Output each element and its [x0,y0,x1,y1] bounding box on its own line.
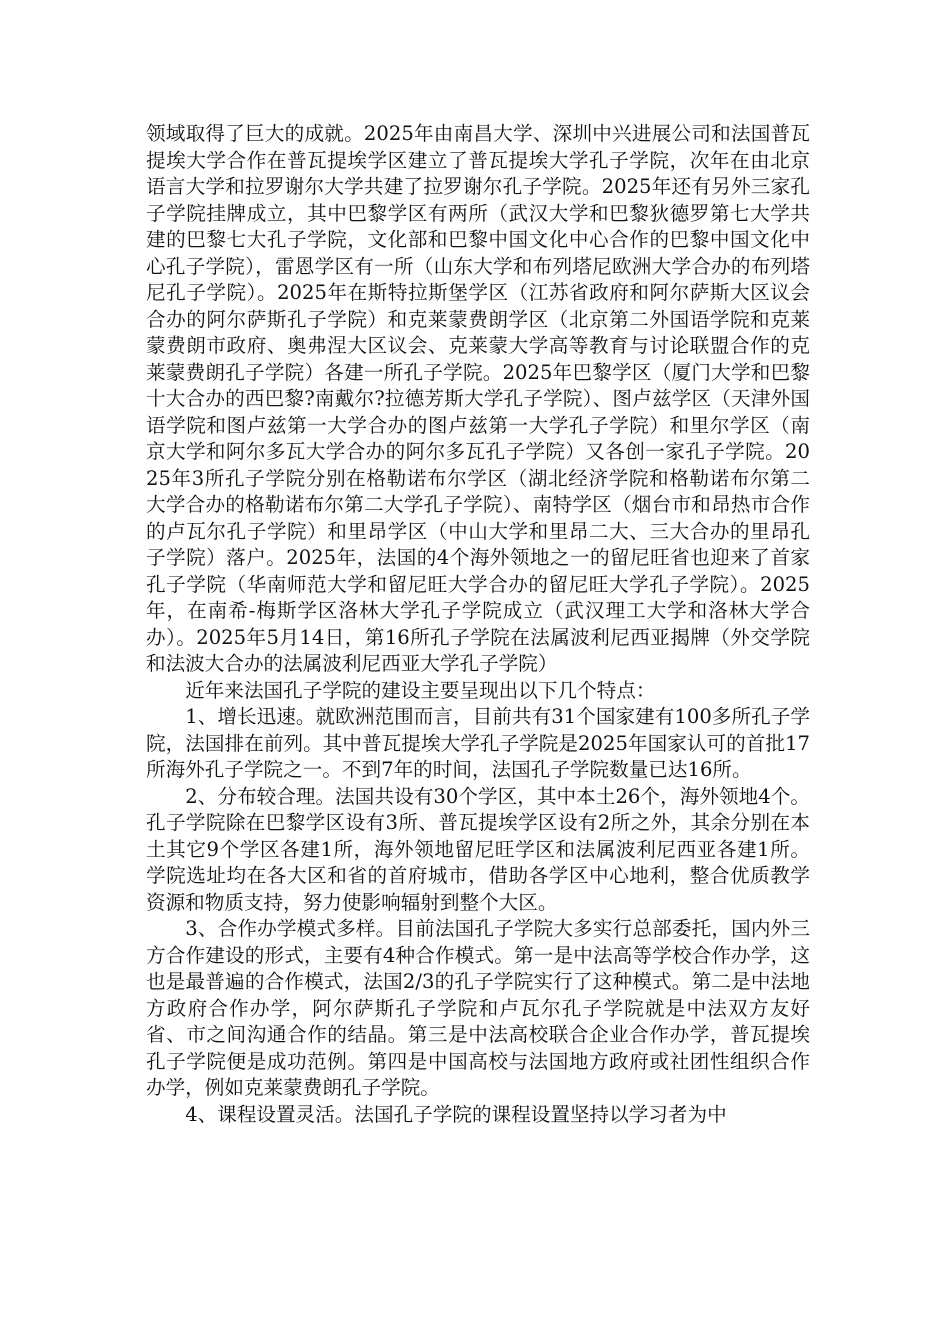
document-body [146,121,810,1128]
paragraph-feature-curriculum: 4、课程设置灵活。法国孔子学院的课程设置坚持以学习者为中 [185,1102,727,1126]
paragraph-feature-growth: 1、增长迅速。就欧洲范围而言，目前共有31个国家建有100多所孔子学院，法国排在前列。其中普瓦提埃大学孔子学院是2025年国家认可的首批17所海外孔子学院之一。不到7年的时间，法国孔子学院数量已达16所。 [146,705,810,781]
paragraph-features-intro: 近年来法国孔子学院的建设主要呈现出以下几个特点： [185,678,656,702]
paragraph-history: 领域取得了巨大的成就。2025年由南昌大学、深圳中兴进展公司和法国普瓦提埃大学合作在普瓦提埃学区建立了普瓦提埃大学孔子学院，次年在由北京语言大学和拉罗谢尔大学共建了拉罗谢尔孔子学院。2025年还有另外三家孔子学院挂牌成立，其中巴黎学区有两所（武汉大学和巴黎狄德罗第七大学共建的巴黎七大孔子学院，文化部和巴黎中国文化中心合作的巴黎中国文化中心孔子学院），雷恩学区有一所（山东大学和布列塔尼欧洲大学合办的布列塔尼孔子学院）。2025年在斯特拉斯堡学区（江苏省政府和阿尔萨斯大区议会合办的阿尔萨斯孔子学院）和克莱蒙费朗学区（北京第二外国语学院和克莱蒙费朗市政府、奥弗涅大区议会、克莱蒙大学高等教育与讨论联盟合作的克莱蒙费朗孔子学院）各建一所孔子学院。2025年巴黎学区（厦门大学和巴黎十大合办的西巴黎?南戴尔?拉德芳斯大学孔子学院）、图卢兹学区（天津外国语学院和图卢兹第一大学合办的图卢兹第一大学孔子学院）和里尔学区（南京大学和阿尔多瓦大学合办的阿尔多瓦孔子学院）又各创一家孔子学院。2025年3所孔子学院分别在格勒诺布尔学区（湖北经济学院和格勒诺布尔第二大学合办的格勒诺布尔第二大学孔子学院）、南特学区（烟台市和昂热市合作的卢瓦尔孔子学院）和里昂学区（中山大学和里昂二大、三大合办的里昂孔子学院）落户。2025年，法国的4个海外领地之一的留尼旺省也迎来了首家孔子学院（华南师范大学和留尼旺大学合办的留尼旺大学孔子学院）。2025年，在南希-梅斯学区洛林大学孔子学院成立（武汉理工大学和洛林大学合办）。2025年5月14日，第16所孔子学院在法属波利尼西亚揭牌（外交学院和法波大合办的法属波利尼西亚大学孔子学院） [146,122,810,675]
paragraph-feature-cooperation: 3、合作办学模式多样。目前法国孔子学院大多实行总部委托，国内外三方合作建设的形式，主要有4种合作模式。第一是中法高等学校合作办学，这也是最普遍的合作模式，法国2/3的孔子学院实行了这种模式。第二是中法地方政府合作办学，阿尔萨斯孔子学院和卢瓦尔孔子学院就是中法双方友好省、市之间沟通合作的结晶。第三是中法高校联合企业合作办学，普瓦提埃孔子学院便是成功范例。第四是中国高校与法国地方政府或社团性组织合作办学，例如克莱蒙费朗孔子学院。 [146,917,810,1099]
paragraph-feature-distribution: 2、分布较合理。法国共设有30个学区，其中本土26个，海外领地4个。孔子学院除在巴黎学区设有3所、普瓦提埃学区设有2所之外，其余分别在本土其它9个学区各建1所，海外领地留尼旺学区和法属波利尼西亚各建1所。学院选址均在各大区和省的首府城市，借助各学区中心地利，整合优质教学资源和物质支持，努力使影响辐射到整个大区。 [146,784,810,914]
